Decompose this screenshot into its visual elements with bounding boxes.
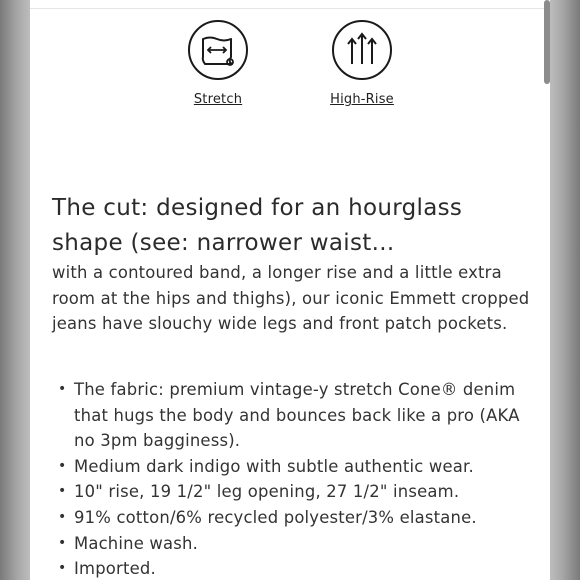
- list-item: • 91% cotton/6% recycled polyester/3% elastane.: [58, 505, 536, 531]
- feature-label-stretch[interactable]: Stretch: [193, 92, 243, 107]
- feature-label-high-rise[interactable]: High-Rise: [330, 92, 394, 107]
- background-right-edge: [550, 0, 580, 580]
- product-details-panel: [30, 0, 550, 580]
- list-item: • 10" rise, 19 1/2" leg opening, 27 1/2" inseam.: [58, 479, 536, 505]
- description-heading: The cut: designed for an hourglass shape (see: narrower waist...: [52, 195, 463, 257]
- stretch-fabric-icon: [188, 20, 248, 80]
- background-left-edge: [0, 0, 30, 580]
- list-item: • Medium dark indigo with subtle authentic wear.: [58, 454, 536, 480]
- divider: [30, 8, 550, 9]
- details-list: [58, 377, 536, 580]
- list-item: • Imported.: [58, 556, 536, 580]
- list-item: • Machine wash.: [58, 531, 536, 557]
- scrollbar-thumb[interactable]: [544, 0, 550, 84]
- list-item: • The fabric: premium vintage-y stretch Cone® denim that hugs the body and bounces back like a pro (AKA no 3pm bagginess).: [58, 377, 536, 454]
- feature-stretch[interactable]: [173, 20, 263, 107]
- feature-high-rise[interactable]: [317, 20, 407, 107]
- description-paragraph: with a contoured band, a longer rise and a little extra room at the hips and thighs), our iconic Emmett cropped jeans have slouchy wide legs and front patch pockets.: [52, 263, 530, 334]
- high-rise-arrows-icon: [332, 20, 392, 80]
